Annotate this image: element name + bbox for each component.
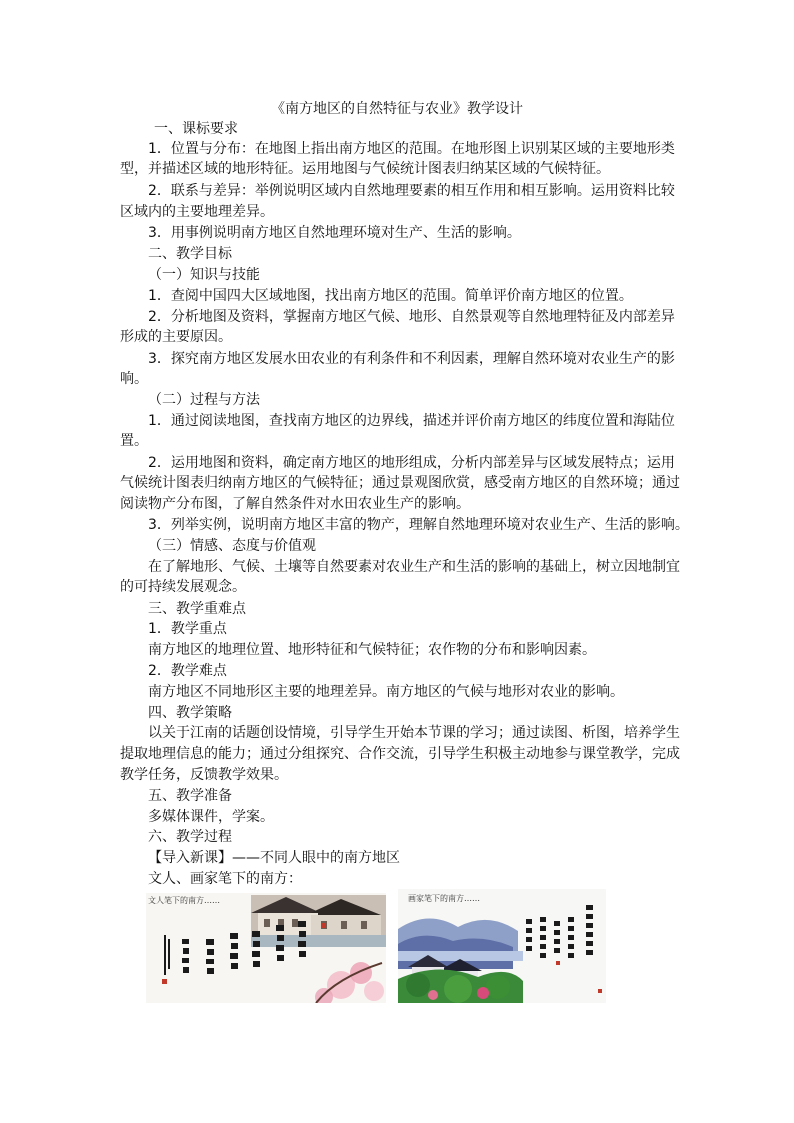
paragraph-line: 3．用事例说明南方地区自然地理环境对生产、生活的影响。 — [148, 225, 521, 241]
paragraph-line: 以关于江南的话题创设情境，引导学生开始本节课的学习；通过读图、析图，培养学生 — [148, 725, 680, 741]
paragraph-line: 型，并描述区域的地形特征。运用地图与气候统计图表归纳某区域的气候特征。 — [120, 161, 610, 177]
paragraph-line: 形成的主要原因。 — [120, 329, 232, 345]
paragraph-line: 2．联系与差异：举例说明区域内自然地理要素的相互作用和相互影响。运用资料比较 — [148, 183, 675, 199]
landscape-painting-illustration — [398, 889, 606, 1003]
subsection-heading: （三）情感、态度与价值观 — [148, 538, 316, 554]
subsection-heading: （二）过程与方法 — [148, 392, 260, 408]
paragraph-line: 2．分析地图及资料，掌握南方地区气候、地形、自然景观等自然地理特征及内部差异 — [148, 309, 675, 325]
literati-painting-illustration — [146, 893, 386, 1003]
paragraph-line: 响。 — [120, 371, 148, 387]
paragraph-line: 文人、画家笔下的南方： — [148, 871, 302, 887]
paragraph-line: 多媒体课件，学案。 — [148, 809, 274, 825]
section-heading: 一、课标要求 — [154, 121, 238, 137]
paragraph-line: 3．探究南方地区发展水田农业的有利条件和不利因素，理解自然环境对农业生产的影 — [148, 351, 675, 367]
literati-south-image — [146, 893, 386, 1003]
paragraph-line: 南方地区不同地形区主要的地理差异。南方地区的气候与地形对农业的影响。 — [148, 684, 624, 700]
paragraph-line: 南方地区的地理位置、地形特征和气候特征；农作物的分布和影响因素。 — [148, 642, 596, 658]
paragraph-line: 1．位置与分布：在地图上指出南方地区的范围。在地形图上识别某区域的主要地形类 — [148, 141, 675, 157]
paragraph-line: 区域内的主要地理差异。 — [120, 204, 274, 220]
paragraph-line: 气候统计图表归纳南方地区的气候特征；通过景观图欣赏，感受南方地区的自然环境；通过 — [120, 475, 680, 491]
subsection-heading: 1．教学重点 — [148, 621, 227, 637]
section-heading: 三、教学重难点 — [148, 601, 246, 617]
subsection-heading: （一）知识与技能 — [148, 267, 260, 283]
paragraph-line: 在了解地形、气候、土壤等自然要素对农业生产和生活的影响的基础上，树立因地制宜 — [148, 559, 680, 575]
paragraph-line: 教学任务，反馈教学效果。 — [120, 767, 288, 783]
document-title: 《南方地区的自然特征与农业》教学设计 — [271, 101, 523, 117]
left-image-caption: 文人笔下的南方…… — [148, 896, 220, 905]
section-heading: 六、教学过程 — [148, 829, 232, 845]
section-heading: 四、教学策略 — [148, 705, 232, 721]
painter-south-image — [398, 889, 606, 1003]
section-heading: 五、教学准备 — [148, 788, 232, 804]
paragraph-line: 阅读物产分布图，了解自然条件对水田农业生产的影响。 — [120, 496, 470, 512]
right-image-caption: 画家笔下的南方…… — [408, 894, 480, 903]
paragraph-line: 2．运用地图和资料，确定南方地区的地形组成，分析内部差异与区域发展特点；运用 — [148, 455, 675, 471]
paragraph-line: 1．查阅中国四大区域地图，找出南方地区的范围。简单评价南方地区的位置。 — [148, 288, 633, 304]
paragraph-line: 置。 — [120, 433, 148, 449]
paragraph-line: 1．通过阅读地图，查找南方地区的边界线，描述并评价南方地区的纬度位置和海陆位 — [148, 413, 675, 429]
paragraph-line: 提取地理信息的能力；通过分组探究、合作交流，引导学生积极主动地参与课堂教学，完成 — [120, 746, 680, 762]
paragraph-line: 的可持续发展观念。 — [120, 579, 246, 595]
paragraph-line: 3．列举实例，说明南方地区丰富的物产，理解自然地理环境对农业生产、生活的影响。 — [148, 517, 689, 533]
subsection-heading: 2．教学难点 — [148, 663, 227, 679]
section-heading: 二、教学目标 — [148, 246, 232, 262]
lesson-intro-heading: 【导入新课】——不同人眼中的南方地区 — [148, 850, 400, 866]
